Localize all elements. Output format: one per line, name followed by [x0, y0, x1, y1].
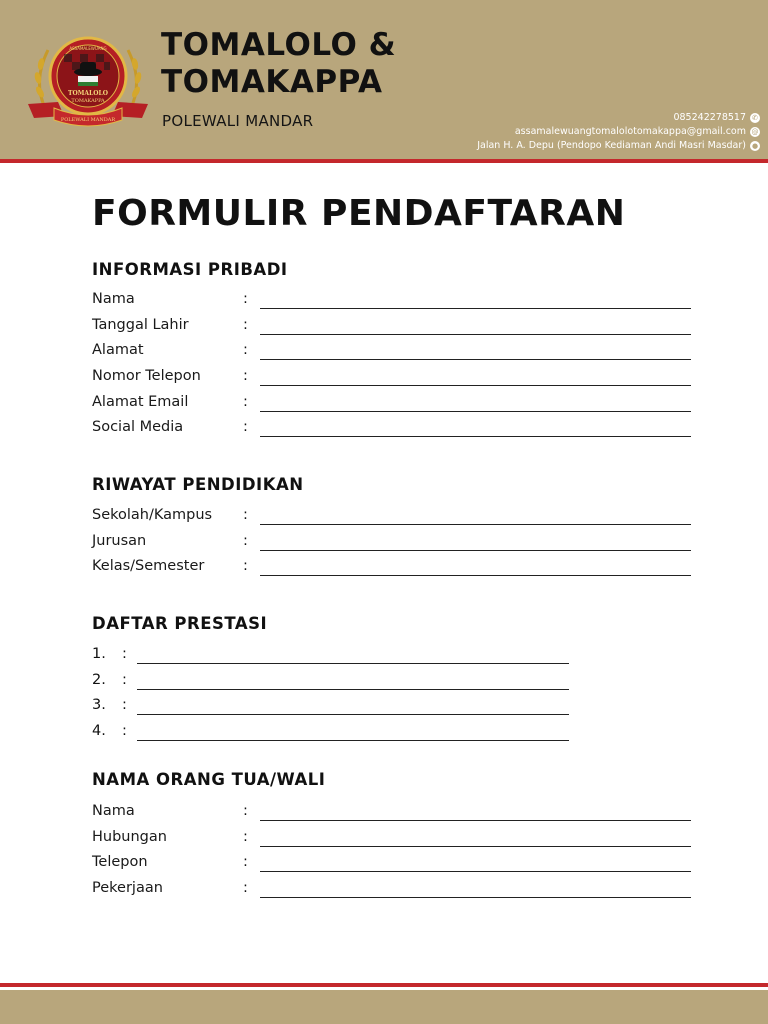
field-label: Nama [92, 803, 135, 819]
header-divider [0, 159, 768, 163]
field-colon: : [122, 671, 127, 688]
field-label: Telepon [92, 854, 148, 871]
section-title: NAMA ORANG TUA/WALI [92, 770, 326, 789]
field-label: Alamat [92, 342, 144, 359]
field-alamat-email [92, 391, 692, 417]
field-colon: : [243, 532, 248, 549]
field-colon: : [243, 507, 248, 523]
field-colon: : [243, 368, 248, 385]
field-alamat [92, 339, 692, 365]
field-parent-pekerjaan [92, 877, 692, 903]
section-parents [92, 767, 692, 903]
field-kelas-semester [92, 555, 692, 581]
field-label: Social Media [92, 419, 184, 436]
logo-ribbon-text: POLEWALI MANDAR [60, 117, 116, 123]
email-icon: @ [751, 128, 759, 136]
field-parent-nama [92, 800, 692, 826]
field-nomor-telepon [92, 365, 692, 391]
field-colon: : [243, 854, 248, 871]
phone-input-line[interactable] [260, 385, 691, 386]
whatsapp-icon: ✆ [750, 113, 760, 123]
organization-name-line1: TOMALOLO & [161, 27, 397, 63]
relationship-input-line[interactable] [260, 846, 691, 847]
field-parent-telepon [92, 851, 692, 877]
field-colon: : [243, 419, 248, 436]
field-colon: : [243, 828, 248, 845]
achievement-row [92, 694, 692, 720]
field-colon: : [243, 393, 248, 410]
field-colon: : [243, 558, 248, 575]
field-colon: : [243, 342, 248, 359]
organization-name-line2: TOMAKAPPA [161, 64, 383, 100]
section-education [92, 472, 692, 581]
field-label: Alamat Email [92, 393, 189, 410]
field-label: Tanggal Lahir [92, 316, 189, 333]
field-nama [92, 288, 692, 314]
parent-name-input-line[interactable] [260, 820, 691, 821]
field-label: Kelas/Semester [92, 558, 205, 575]
field-label: Sekolah/Kampus [92, 507, 213, 523]
section-title: DAFTAR PRESTASI [92, 614, 268, 633]
field-colon: : [243, 316, 248, 333]
field-jurusan [92, 530, 692, 556]
social-media-input-line[interactable] [260, 436, 691, 437]
contact-email-text: assamalewuangtomalolotomakappa@gmail.com [514, 126, 746, 137]
form-title: FORMULIR PENDAFTARAN [92, 193, 626, 234]
organization-subtitle: POLEWALI MANDAR [162, 112, 314, 130]
achievement-number: 2. [92, 671, 106, 688]
field-social-media [92, 416, 692, 442]
achievement-row [92, 643, 692, 669]
letterhead-header [0, 0, 768, 159]
section-achievements [92, 611, 692, 746]
achievement-number: 1. [92, 646, 106, 662]
field-tanggal-lahir [92, 314, 692, 340]
logo-main-text: TOMALOLO [68, 90, 108, 97]
footer-divider [0, 983, 768, 987]
field-colon: : [243, 880, 248, 897]
achievement-number: 3. [92, 697, 106, 714]
contact-address [477, 139, 760, 153]
major-input-line[interactable] [260, 550, 691, 551]
field-colon: : [122, 697, 127, 714]
contact-address-text: Jalan H. A. Depu (Pendopo Kediaman Andi Masri Masdar) [477, 140, 746, 151]
field-label: Nama [92, 291, 135, 307]
field-label: Jurusan [92, 532, 147, 549]
field-colon: : [122, 646, 127, 662]
field-label: Hubungan [92, 828, 167, 845]
field-colon: : [243, 291, 248, 307]
organization-logo [24, 32, 152, 132]
email-input-line[interactable] [260, 411, 691, 412]
section-personal-info [92, 257, 692, 442]
section-title: RIWAYAT PENDIDIKAN [92, 475, 304, 494]
field-label: Pekerjaan [92, 880, 163, 897]
field-sekolah [92, 504, 692, 530]
school-input-line[interactable] [260, 524, 691, 525]
field-colon: : [243, 803, 248, 819]
field-label: Nomor Telepon [92, 368, 201, 385]
organization-name [161, 27, 396, 101]
name-input-line[interactable] [260, 308, 691, 309]
occupation-input-line[interactable] [260, 897, 691, 898]
achievement-number: 4. [92, 723, 106, 740]
logo-small-text: ASSAMALEWUANG [69, 46, 107, 51]
location-icon: ● [751, 142, 759, 150]
achievement-row [92, 720, 692, 746]
address-input-line[interactable] [260, 359, 691, 360]
parent-phone-input-line[interactable] [260, 871, 691, 872]
class-semester-input-line[interactable] [260, 575, 691, 576]
contact-phone [477, 111, 760, 125]
contact-block [477, 111, 760, 153]
letterhead-footer [0, 990, 768, 1024]
logo-main-text-2: TOMAKAPPA [71, 98, 105, 104]
achievement-input-line[interactable] [137, 689, 569, 690]
contact-phone-text: 085242278517 [673, 112, 746, 123]
achievement-input-line[interactable] [137, 740, 569, 741]
field-parent-hubungan [92, 826, 692, 852]
birthdate-input-line[interactable] [260, 334, 691, 335]
contact-email [477, 125, 760, 139]
section-title: INFORMASI PRIBADI [92, 260, 288, 279]
achievement-input-line[interactable] [137, 714, 569, 715]
field-colon: : [122, 723, 127, 740]
achievement-input-line[interactable] [137, 663, 569, 664]
achievement-row [92, 669, 692, 695]
